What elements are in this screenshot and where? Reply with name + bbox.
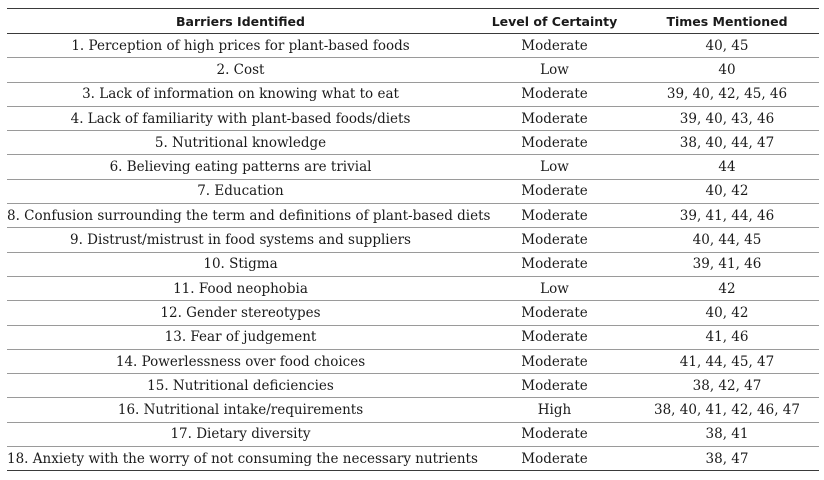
barrier-cell: 1. Perception of high prices for plant-based foods [7,34,474,58]
mentions-cell: 40, 45 [635,34,819,58]
table-row [7,349,819,373]
mentions-cell: 40, 44, 45 [635,228,819,252]
barrier-cell: 14. Powerlessness over food choices [7,349,474,373]
barrier-cell: 18. Anxiety with the worry of not consuming the necessary nutrients [7,447,474,471]
mentions-cell: 39, 40, 42, 45, 46 [635,82,819,106]
barrier-cell: 12. Gender stereotypes [7,301,474,325]
certainty-cell: Moderate [474,34,635,58]
barrier-cell: 3. Lack of information on knowing what to eat [7,82,474,106]
barrier-cell: 15. Nutritional deficiencies [7,374,474,398]
table-row [7,34,819,58]
barrier-cell: 5. Nutritional knowledge [7,131,474,155]
barrier-cell: 2. Cost [7,58,474,82]
mentions-cell: 40, 42 [635,301,819,325]
barrier-cell: 10. Stigma [7,252,474,276]
certainty-cell: High [474,398,635,422]
header-row [7,9,819,34]
barrier-cell: 13. Fear of judgement [7,325,474,349]
mentions-cell: 41, 44, 45, 47 [635,349,819,373]
barrier-cell: 11. Food neophobia [7,276,474,300]
barrier-cell: 9. Distrust/mistrust in food systems and suppliers [7,228,474,252]
table-row [7,374,819,398]
table-body [7,34,819,471]
header-mentions: Times Mentioned [635,9,819,34]
certainty-cell: Moderate [474,179,635,203]
mentions-cell: 40, 42 [635,179,819,203]
certainty-cell: Moderate [474,447,635,471]
mentions-cell: 39, 41, 46 [635,252,819,276]
table-row [7,82,819,106]
header-barriers: Barriers Identified [7,9,474,34]
certainty-cell: Moderate [474,301,635,325]
certainty-cell: Moderate [474,106,635,130]
table-header [7,9,819,34]
table-row [7,447,819,471]
table-row [7,422,819,446]
certainty-cell: Moderate [474,131,635,155]
barrier-cell: 7. Education [7,179,474,203]
mentions-cell: 44 [635,155,819,179]
certainty-cell: Low [474,276,635,300]
table-row [7,131,819,155]
table-row [7,204,819,228]
barrier-cell: 6. Believing eating patterns are trivial [7,155,474,179]
certainty-cell: Moderate [474,325,635,349]
table-row [7,301,819,325]
table-row [7,228,819,252]
certainty-cell: Moderate [474,374,635,398]
table-row [7,276,819,300]
table-row [7,325,819,349]
barrier-cell: 16. Nutritional intake/requirements [7,398,474,422]
barrier-cell: 8. Confusion surrounding the term and definitions of plant-based diets [7,204,474,228]
mentions-cell: 39, 40, 43, 46 [635,106,819,130]
mentions-cell: 38, 42, 47 [635,374,819,398]
barriers-table [7,8,819,471]
mentions-cell: 38, 47 [635,447,819,471]
table-row [7,155,819,179]
certainty-cell: Moderate [474,204,635,228]
table-row [7,252,819,276]
header-certainty: Level of Certainty [474,9,635,34]
table-row [7,58,819,82]
mentions-cell: 38, 41 [635,422,819,446]
certainty-cell: Moderate [474,349,635,373]
mentions-cell: 38, 40, 44, 47 [635,131,819,155]
mentions-cell: 40 [635,58,819,82]
mentions-cell: 42 [635,276,819,300]
mentions-cell: 41, 46 [635,325,819,349]
certainty-cell: Low [474,58,635,82]
table-row [7,179,819,203]
mentions-cell: 39, 41, 44, 46 [635,204,819,228]
barrier-cell: 4. Lack of familiarity with plant-based foods/diets [7,106,474,130]
certainty-cell: Moderate [474,82,635,106]
certainty-cell: Moderate [474,422,635,446]
table-row [7,106,819,130]
mentions-cell: 38, 40, 41, 42, 46, 47 [635,398,819,422]
certainty-cell: Moderate [474,252,635,276]
certainty-cell: Moderate [474,228,635,252]
barrier-cell: 17. Dietary diversity [7,422,474,446]
table-row [7,398,819,422]
certainty-cell: Low [474,155,635,179]
